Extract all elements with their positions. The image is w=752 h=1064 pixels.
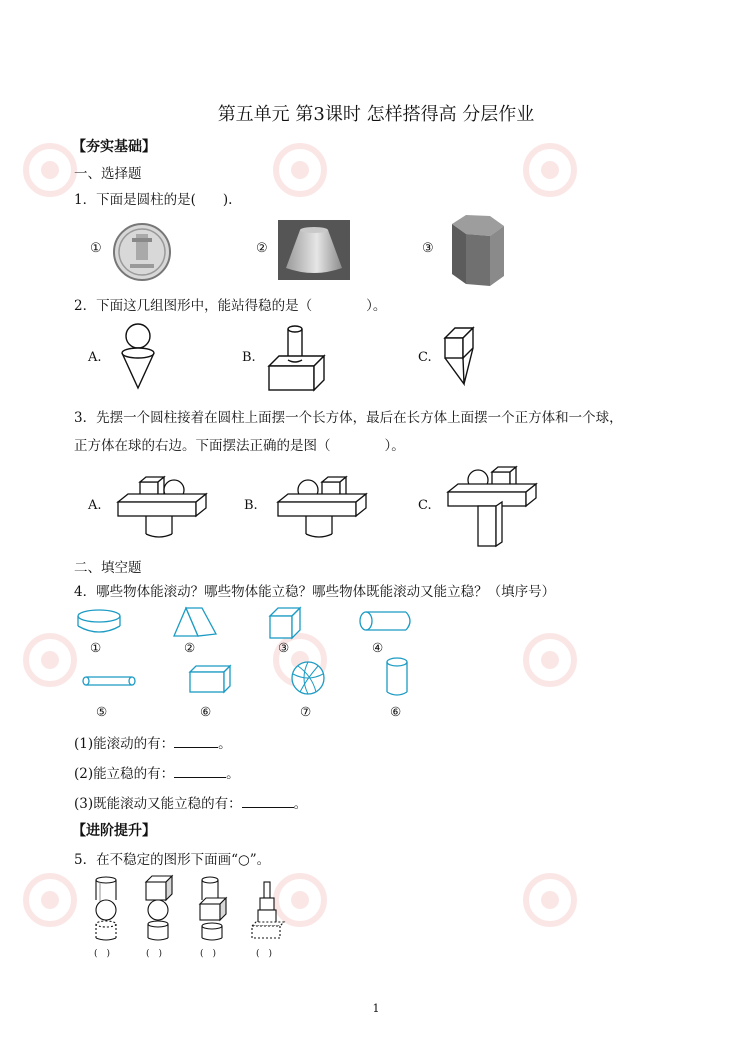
q4-label-2: ②: [184, 640, 196, 655]
stack-figure-b: [276, 474, 368, 540]
ball-shape: [290, 660, 326, 696]
lying-cylinder-shape: [358, 610, 414, 632]
q5-paren-2[interactable]: ( ): [146, 949, 163, 959]
cube-on-pyramid-figure: [440, 324, 476, 388]
q5-text: 5．在不稳定的图形下面画“○”。: [74, 852, 271, 868]
disc-shape: [76, 608, 122, 638]
stack-figure-c: [446, 462, 538, 550]
frustum-image: [278, 220, 350, 280]
stack-figure-3: [196, 874, 232, 946]
watermark-logo: [270, 140, 330, 204]
watermark-logo: [520, 870, 580, 934]
q4-sub3-end: 。: [293, 796, 308, 812]
hexagonal-prism-image: [444, 212, 508, 288]
q4-label-4: ④: [372, 640, 384, 655]
part2-heading: 二、填空题: [74, 560, 142, 576]
q4-label-7: ⑦: [300, 704, 312, 719]
q2-option-a-label: A.: [88, 350, 102, 365]
q4-sub3: [74, 792, 307, 812]
q5-paren-4[interactable]: ( ): [256, 949, 273, 959]
q4-sub2-end: 。: [226, 766, 240, 782]
q3-option-c-label: C.: [418, 498, 432, 513]
page-title: 第五单元 第3课时 怎样搭得高 分层作业: [217, 104, 535, 125]
watermark-logo: [520, 630, 580, 694]
q4-sub1-end: 。: [218, 736, 232, 752]
q2-option-c-label: C.: [418, 350, 432, 365]
q4-label-3: ③: [278, 640, 290, 655]
q4-sub3-text: (3)既能滚动又能立稳的有：: [74, 796, 242, 812]
q2-text: 2．下面这几组图形中，能站得稳的是（ ）。: [74, 298, 387, 314]
q1-option-2-label: ②: [256, 241, 268, 256]
q4-sub1-blank[interactable]: [174, 733, 218, 748]
q4-label-8: ⑥: [390, 704, 402, 719]
coin-image: [112, 222, 172, 282]
q4-sub3-blank[interactable]: [242, 793, 294, 808]
q1-text: 1．下面是圆柱的是( ).: [74, 192, 233, 208]
triangular-prism-shape: [172, 606, 220, 640]
page-number: 1: [372, 1002, 380, 1015]
q1-option-3-label: ③: [422, 241, 434, 256]
watermark-logo: [20, 630, 80, 694]
q5-paren-3[interactable]: ( ): [200, 949, 217, 959]
cylinder-on-box-figure: [266, 322, 328, 392]
q4-text: 4．哪些物体能滚动？哪些物体能立稳？哪些物体既能滚动又能立稳？（填序号）: [74, 584, 556, 600]
q4-sub2-text: (2)能立稳的有：: [74, 766, 175, 782]
q4-label-1: ①: [90, 640, 102, 655]
q3-text-line2: 正方体在球的右边。下面摆法正确的是图（ ）。: [74, 438, 405, 454]
part1-heading: 一、选择题: [74, 166, 142, 182]
stack-figure-4: [248, 880, 288, 946]
q4-label-5: ⑤: [96, 704, 108, 719]
standing-cylinder-shape: [384, 656, 410, 700]
q4-sub1: [74, 732, 232, 752]
stack-figure-a: [116, 474, 208, 540]
section-advanced-heading: 【进阶提升】: [72, 823, 156, 839]
q3-option-a-label: A.: [88, 498, 102, 513]
q4-label-6: ⑥: [200, 704, 212, 719]
q4-sub2-blank[interactable]: [174, 763, 226, 778]
stack-figure-1: [90, 874, 126, 946]
watermark-logo: [520, 140, 580, 204]
q4-sub1-text: (1)能滚动的有：: [74, 736, 175, 752]
q4-sub2: [74, 762, 240, 782]
q3-text-line1: 3．先摆一个圆柱接着在圆柱上面摆一个长方体，最后在长方体上面摆一个正方体和一个球，: [74, 410, 623, 426]
q1-option-1-label: ①: [90, 241, 102, 256]
watermark-logo: [20, 870, 80, 934]
section-basic-heading: 【夯实基础】: [72, 139, 156, 155]
q5-paren-1[interactable]: ( ): [94, 949, 111, 959]
cube-shape: [268, 606, 302, 640]
q3-option-b-label: B.: [244, 498, 258, 513]
watermark-logo: [20, 140, 80, 204]
stack-figure-2: [142, 874, 178, 946]
rod-shape: [80, 674, 138, 690]
cuboid-shape: [188, 664, 232, 694]
q2-option-b-label: B.: [242, 350, 256, 365]
ball-on-cone-figure: [114, 322, 164, 392]
